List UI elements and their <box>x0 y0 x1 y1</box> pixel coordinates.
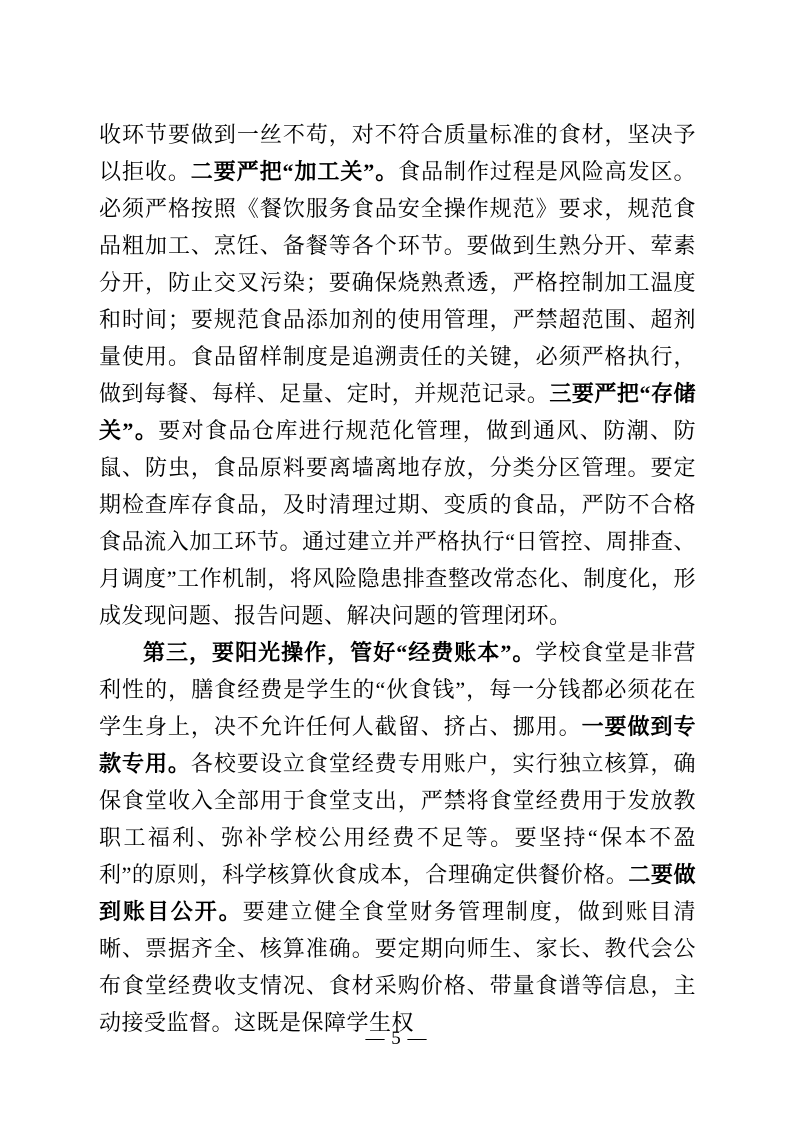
body-text: 收环节要做到一丝不苟，对不符合质量标准的食材，坚决予以拒收。 <box>99 122 696 184</box>
emphasis-text: 二要做到账目公开。 <box>99 862 696 924</box>
body-text: 要建立健全食堂财务管理制度，做到账目清晰、票据齐全、核算准确。要定期向师生、家长、教代会公布食堂经费收支情况、食材采购价格、带量食谱等信息，主动接受监督。这既是保障学生权 <box>99 899 696 1035</box>
emphasis-text: 一要做到专款专用。 <box>99 714 696 776</box>
body-text: 要对食品仓库进行规范化管理，做到通风、防潮、防鼠、防虫，食品原料要离墙离地存放，分类分区管理。要定期检查库存食品，及时清理过期、变质的食品，严防不合格食品流入加工环节。通过建立并严格执行“日管控、周排查、月调度”工作机制，将风险隐患排查整改常态化、制度化，形成发现问题、报告问题、解决问题的管理闭环。 <box>99 418 696 628</box>
emphasis-text: 三要严把“存储关”。 <box>99 381 696 443</box>
document-body <box>99 116 696 1041</box>
paragraph <box>99 634 696 1041</box>
paragraph <box>99 116 696 634</box>
body-text: 各校要设立食堂经费专用账户，实行独立核算，确保食堂收入全部用于食堂支出，严禁将食堂经费用于发放教职工福利、弥补学校公用经费不足等。要坚持“保本不盈利”的原则，科学核算伙食成本，合理确定供餐价格。 <box>99 751 696 887</box>
emphasis-text: 二要严把“加工关”。 <box>190 159 399 184</box>
page-number: — 5 — <box>365 1028 428 1049</box>
body-text: 学校食堂是非营利性的，膳食经费是学生的“伙食钱”，每一分钱都必须花在学生身上，决不允许任何人截留、挤占、挪用。 <box>99 640 696 739</box>
body-text: 食品制作过程是风险高发区。必须严格按照《餐饮服务食品安全操作规范》要求，规范食品粗加工、烹饪、备餐等各个环节。要做到生熟分开、荤素分开，防止交叉污染；要确保烧熟煮透，严格控制加工温度和时间；要规范食品添加剂的使用管理，严禁超范围、超剂量使用。食品留样制度是追溯责任的关键，必须严格执行，做到每餐、每样、足量、定时，并规范记录。 <box>99 159 696 406</box>
emphasis-text: 第三，要阳光操作，管好“经费账本”。 <box>143 640 536 665</box>
